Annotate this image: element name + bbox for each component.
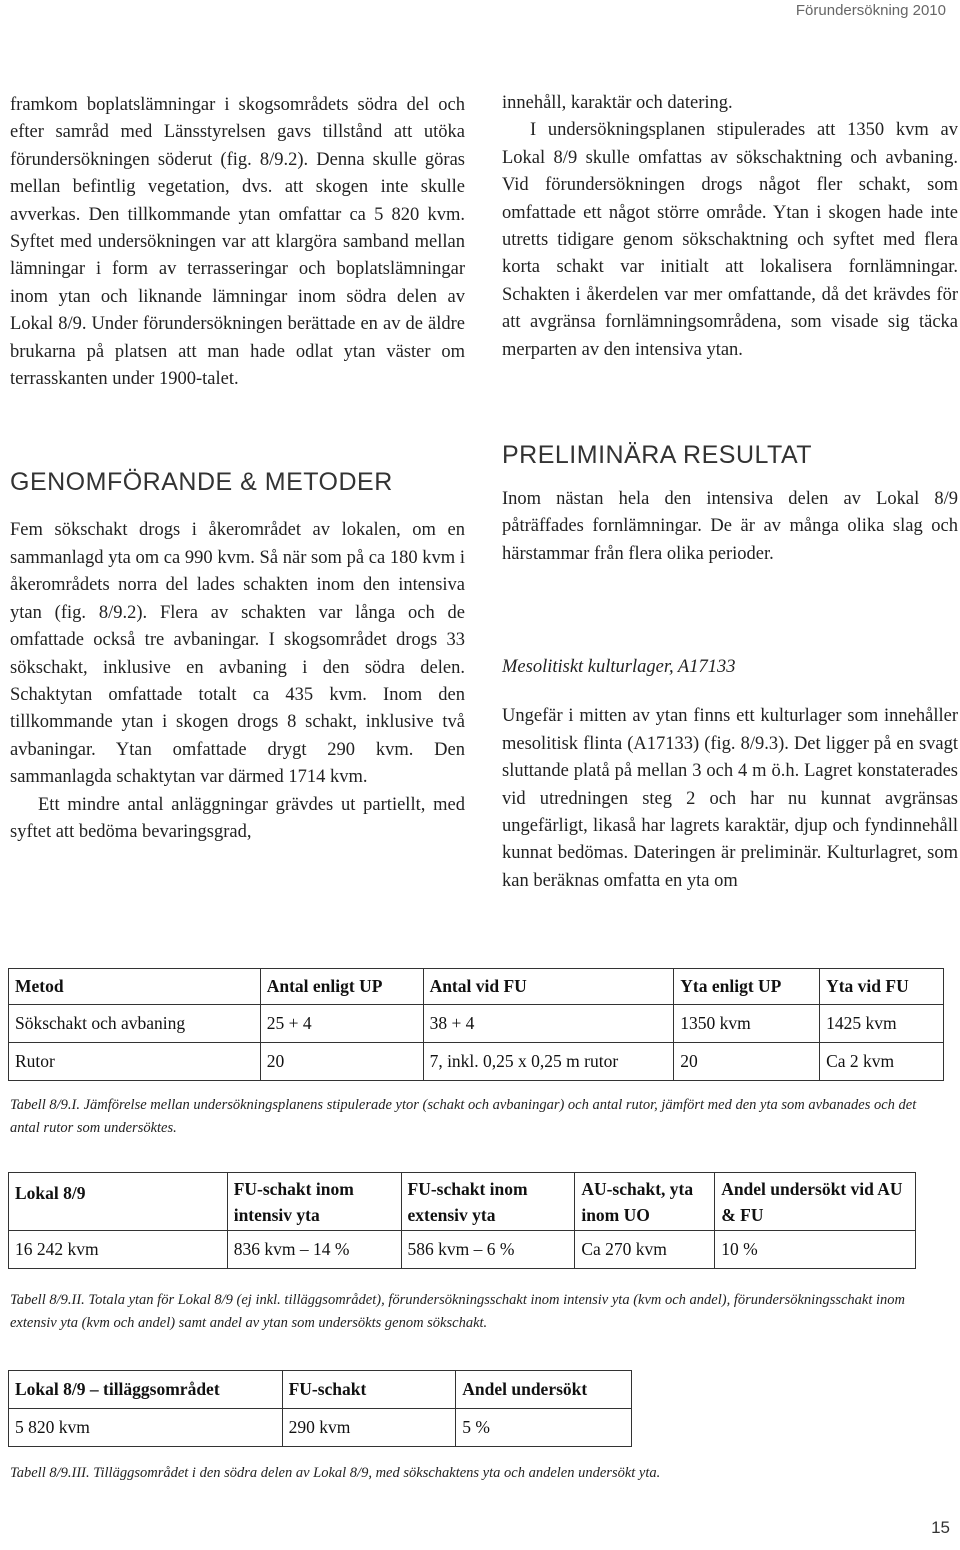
table-caption-1: Tabell 8/9.I. Jämförelse mellan undersökningsplanens stipulerade ytor (schakt och avbaningar) och antal rutor, jämfört med den yta som avbanades och det antal rutor som undersöktes.	[10, 1097, 917, 1136]
table-cell: 5 %	[456, 1409, 632, 1447]
table-cell: Sökschakt och avbaning	[9, 1005, 261, 1043]
table-header-cell: Andel undersökt	[456, 1371, 632, 1409]
section-heading-methods: GENOMFÖRANDE & METODER	[10, 468, 393, 497]
table-header-cell: FU-schakt inom intensiv yta	[227, 1173, 401, 1231]
table-cell: 20	[260, 1043, 423, 1081]
table-row	[9, 1409, 632, 1447]
table-cell: 10 %	[715, 1231, 916, 1269]
table-header-cell: Lokal 8/9 – tilläggsområdet	[9, 1371, 283, 1409]
table-cell: 16 242 kvm	[9, 1231, 228, 1269]
right-paragraph-2: I undersökningsplanen stipulerades att 1350 kvm av Lokal 8/9 skulle omfattas av sökschaktning och avbaning. Vid förundersökningen drogs något fler schakt, som omfattade ett något större område. Ytan i skogen hade inte utretts tidigare genom sökschaktning och syftet med flera korta schakt var initialt att lokalisera fornlämningar. Schakten i åkerdelen var mer omfattande, då det krävdes för att avgränsa fornlämningsområdena, som visade sig täcka merparten av den intensiva ytan.	[502, 120, 958, 360]
table-total-area	[8, 1172, 916, 1269]
table-cell: 290 kvm	[282, 1409, 456, 1447]
left-column	[10, 92, 465, 846]
section-heading-results: PRELIMINÄRA RESULTAT	[502, 441, 813, 470]
left-paragraph-3: Ett mindre antal anläggningar grävdes ut partiellt, med syftet att bedöma bevaringsgrad,	[10, 794, 465, 842]
table-cell: 836 kvm – 14 %	[227, 1231, 401, 1269]
table-cell: Rutor	[9, 1043, 261, 1081]
table-header-cell: Antal vid FU	[423, 969, 674, 1005]
table-cell: 7, inkl. 0,25 x 0,25 m rutor	[423, 1043, 674, 1081]
table-header-row	[9, 1173, 916, 1231]
table-header-row	[9, 1371, 632, 1409]
table-caption-2: Tabell 8/9.II. Totala ytan för Lokal 8/9 (ej inkl. tilläggsområdet), förundersökningsschakt inom intensiv yta (kvm och andel), förundersökningsschakt inom extensiv yta (kvm och andel) samt andel av ytan som undersökts genom sökschakt.	[10, 1292, 906, 1331]
page-number: 15	[931, 1518, 950, 1537]
table-cell: 20	[674, 1043, 820, 1081]
table-row	[9, 1043, 944, 1081]
table-caption-3: Tabell 8/9.III. Tilläggsområdet i den södra delen av Lokal 8/9, med sökschaktens yta och andelen undersökt yta.	[10, 1465, 661, 1481]
table-row	[9, 1005, 944, 1043]
table-cell: Ca 2 kvm	[820, 1043, 944, 1081]
table-header-cell: FU-schakt	[282, 1371, 456, 1409]
table-cell: 1425 kvm	[820, 1005, 944, 1043]
table-cell: 1350 kvm	[674, 1005, 820, 1043]
left-paragraph-1: framkom boplatslämningar i skogsområdets södra del och efter samråd med Länsstyrelsen gavs tillstånd att utöka förundersökningen söderut (fig. 8/9.2). Denna skulle göras mellan befintlig vegetation, dvs. att skogen inte skulle avverkas. Den tillkommande ytan omfattar ca 5 820 kvm. Syftet med undersökningen var att klargöra samband mellan lämningar i form av terrasseringar och boplatslämningar inom ytan och liknande lämningar inom södra delen av Lokal 8/9. Under förundersökningen berättade en av de äldre brukarna på platsen att man hade odlat ytan väster om terrasskanten under 1900-talet.	[10, 95, 465, 390]
right-paragraph-1: innehåll, karaktär och datering.	[502, 93, 733, 113]
running-header: Förundersökning 2010	[795, 2, 946, 19]
table-header-cell: Yta enligt UP	[674, 969, 820, 1005]
table-row	[9, 1231, 916, 1269]
table-header-cell: AU-schakt, yta inom UO	[575, 1173, 715, 1231]
table-method-comparison	[8, 968, 944, 1081]
subheading-mesolithic: Mesolitiskt kulturlager, A17133	[502, 657, 736, 678]
table-header-cell: FU-schakt inom extensiv yta	[401, 1173, 575, 1231]
table-cell: 586 kvm – 6 %	[401, 1231, 575, 1269]
table-cell: 38 + 4	[423, 1005, 674, 1043]
table-header-cell: Lokal 8/9	[9, 1173, 228, 1231]
table-cell: 5 820 kvm	[9, 1409, 283, 1447]
table-cell: 25 + 4	[260, 1005, 423, 1043]
table-cell: Ca 270 kvm	[575, 1231, 715, 1269]
table-header-row	[9, 969, 944, 1005]
right-paragraph-4: Ungefär i mitten av ytan finns ett kulturlager som innehåller mesolitisk flinta (A17133) (fig. 8/9.3). Det ligger på en svagt sluttande platå på mellan 3 och 4 m ö.h. Lagret konstaterades vid utredningen steg 2 och har nu kunnat avgränsas ungefärligt, likaså har lagrets karaktär, djup och fyndinnehåll kunnat bedömas. Dateringen är preliminär. Kulturlagret, som kan beräknas omfatta en yta om	[502, 706, 958, 891]
table-header-cell: Andel undersökt vid AU & FU	[715, 1173, 916, 1231]
table-additional-area	[8, 1370, 632, 1447]
right-paragraph-3: Inom nästan hela den intensiva delen av Lokal 8/9 påträffades fornlämningar. De är av många olika slag och härstammar från flera olika perioder.	[502, 489, 958, 564]
left-paragraph-2: Fem sökschakt drogs i åkerområdet av lokalen, om en sammanlagd yta om ca 990 kvm. Så när som på ca 180 kvm i åkerområdets norra del lades schakten inom den intensiva ytan (fig. 8/9.2). Flera av schakten var långa och de omfattade också tre avbaningar. I skogsområdet drogs 33 sökschakt, inklusive en avbaning i den södra delen. Schaktytan omfattade totalt ca 435 kvm. Inom den tillkommande ytan i skogen drogs 8 schakt, inklusive två avbaningar. Ytan omfattade drygt 290 kvm. Den sammanlagda schaktytan var därmed 1714 kvm.	[10, 520, 465, 788]
table-header-cell: Metod	[9, 969, 261, 1005]
right-column	[502, 90, 958, 895]
table-header-cell: Yta vid FU	[820, 969, 944, 1005]
table-header-cell: Antal enligt UP	[260, 969, 423, 1005]
